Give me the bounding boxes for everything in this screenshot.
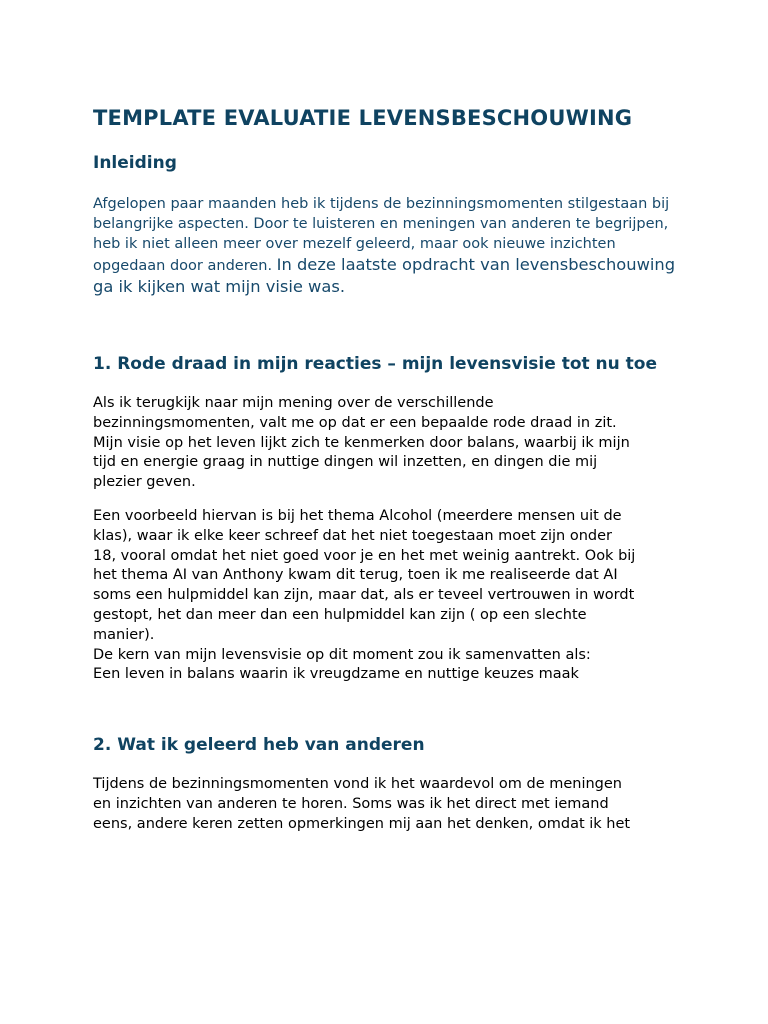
intro-text-small: Afgelopen paar maanden heb ik tijdens de bezinningsmomenten stilgestaan bij belangrijke aspecten. Door te luisteren en meningen van anderen te begrijpen, heb ik niet alleen meer over mezelf geleerd, maar ook nieuwe inzichten opgedaan door anderen. <box>93 196 670 274</box>
section2-heading: 2. Wat ik geleerd heb van anderen <box>93 735 425 756</box>
section1-paragraph1: Als ik terugkijk naar mijn mening over de verschillende bezinningsmomenten, valt me op dat er een bepaalde rode draad in zit. Mijn visie op het leven lijkt zich te kenmerken door balans, waarbij ik mijn tijd en energie graag in nuttige dingen wil inzetten, en dingen die mij plezier geven. <box>93 395 630 491</box>
intro-paragraph <box>93 194 683 298</box>
document-title: TEMPLATE EVALUATIE LEVENSBESCHOUWING <box>93 106 633 130</box>
section1-paragraph2: Een voorbeeld hiervan is bij het thema Alcohol (meerdere mensen uit de klas), waar ik elke keer schreef dat het niet toegestaan moet zijn onder 18, vooral omdat het niet goed voor je en het met weinig aantrekt. Ook bij het thema AI van Anthony kwam dit terug, toen ik me realiseerde dat AI soms een hulpmiddel kan zijn, maar dat, als er teveel vertrouwen in wordt gestopt, het dan meer dan een hulpmiddel kan zijn ( op een slechte manier). De kern van mijn levensvisie op dit moment zou ik samenvatten als: Een leven in balans waarin ik vreugdzame en nuttige keuzes maak <box>93 507 636 683</box>
intro-text-large: In deze laatste opdracht van levensbeschouwing ga ik kijken wat mijn visie was. <box>93 255 676 296</box>
intro-heading: Inleiding <box>93 153 177 173</box>
document-page <box>93 104 683 835</box>
section2-paragraph1: Tijdens de bezinningsmomenten vond ik het waardevol om de meningen en inzichten van anderen te horen. Soms was ik het direct met iemand eens, andere keren zetten opmerkingen mij aan het denken, omdat ik het <box>93 776 631 832</box>
section1-heading: 1. Rode draad in mijn reacties – mijn levensvisie tot nu toe <box>93 354 658 374</box>
